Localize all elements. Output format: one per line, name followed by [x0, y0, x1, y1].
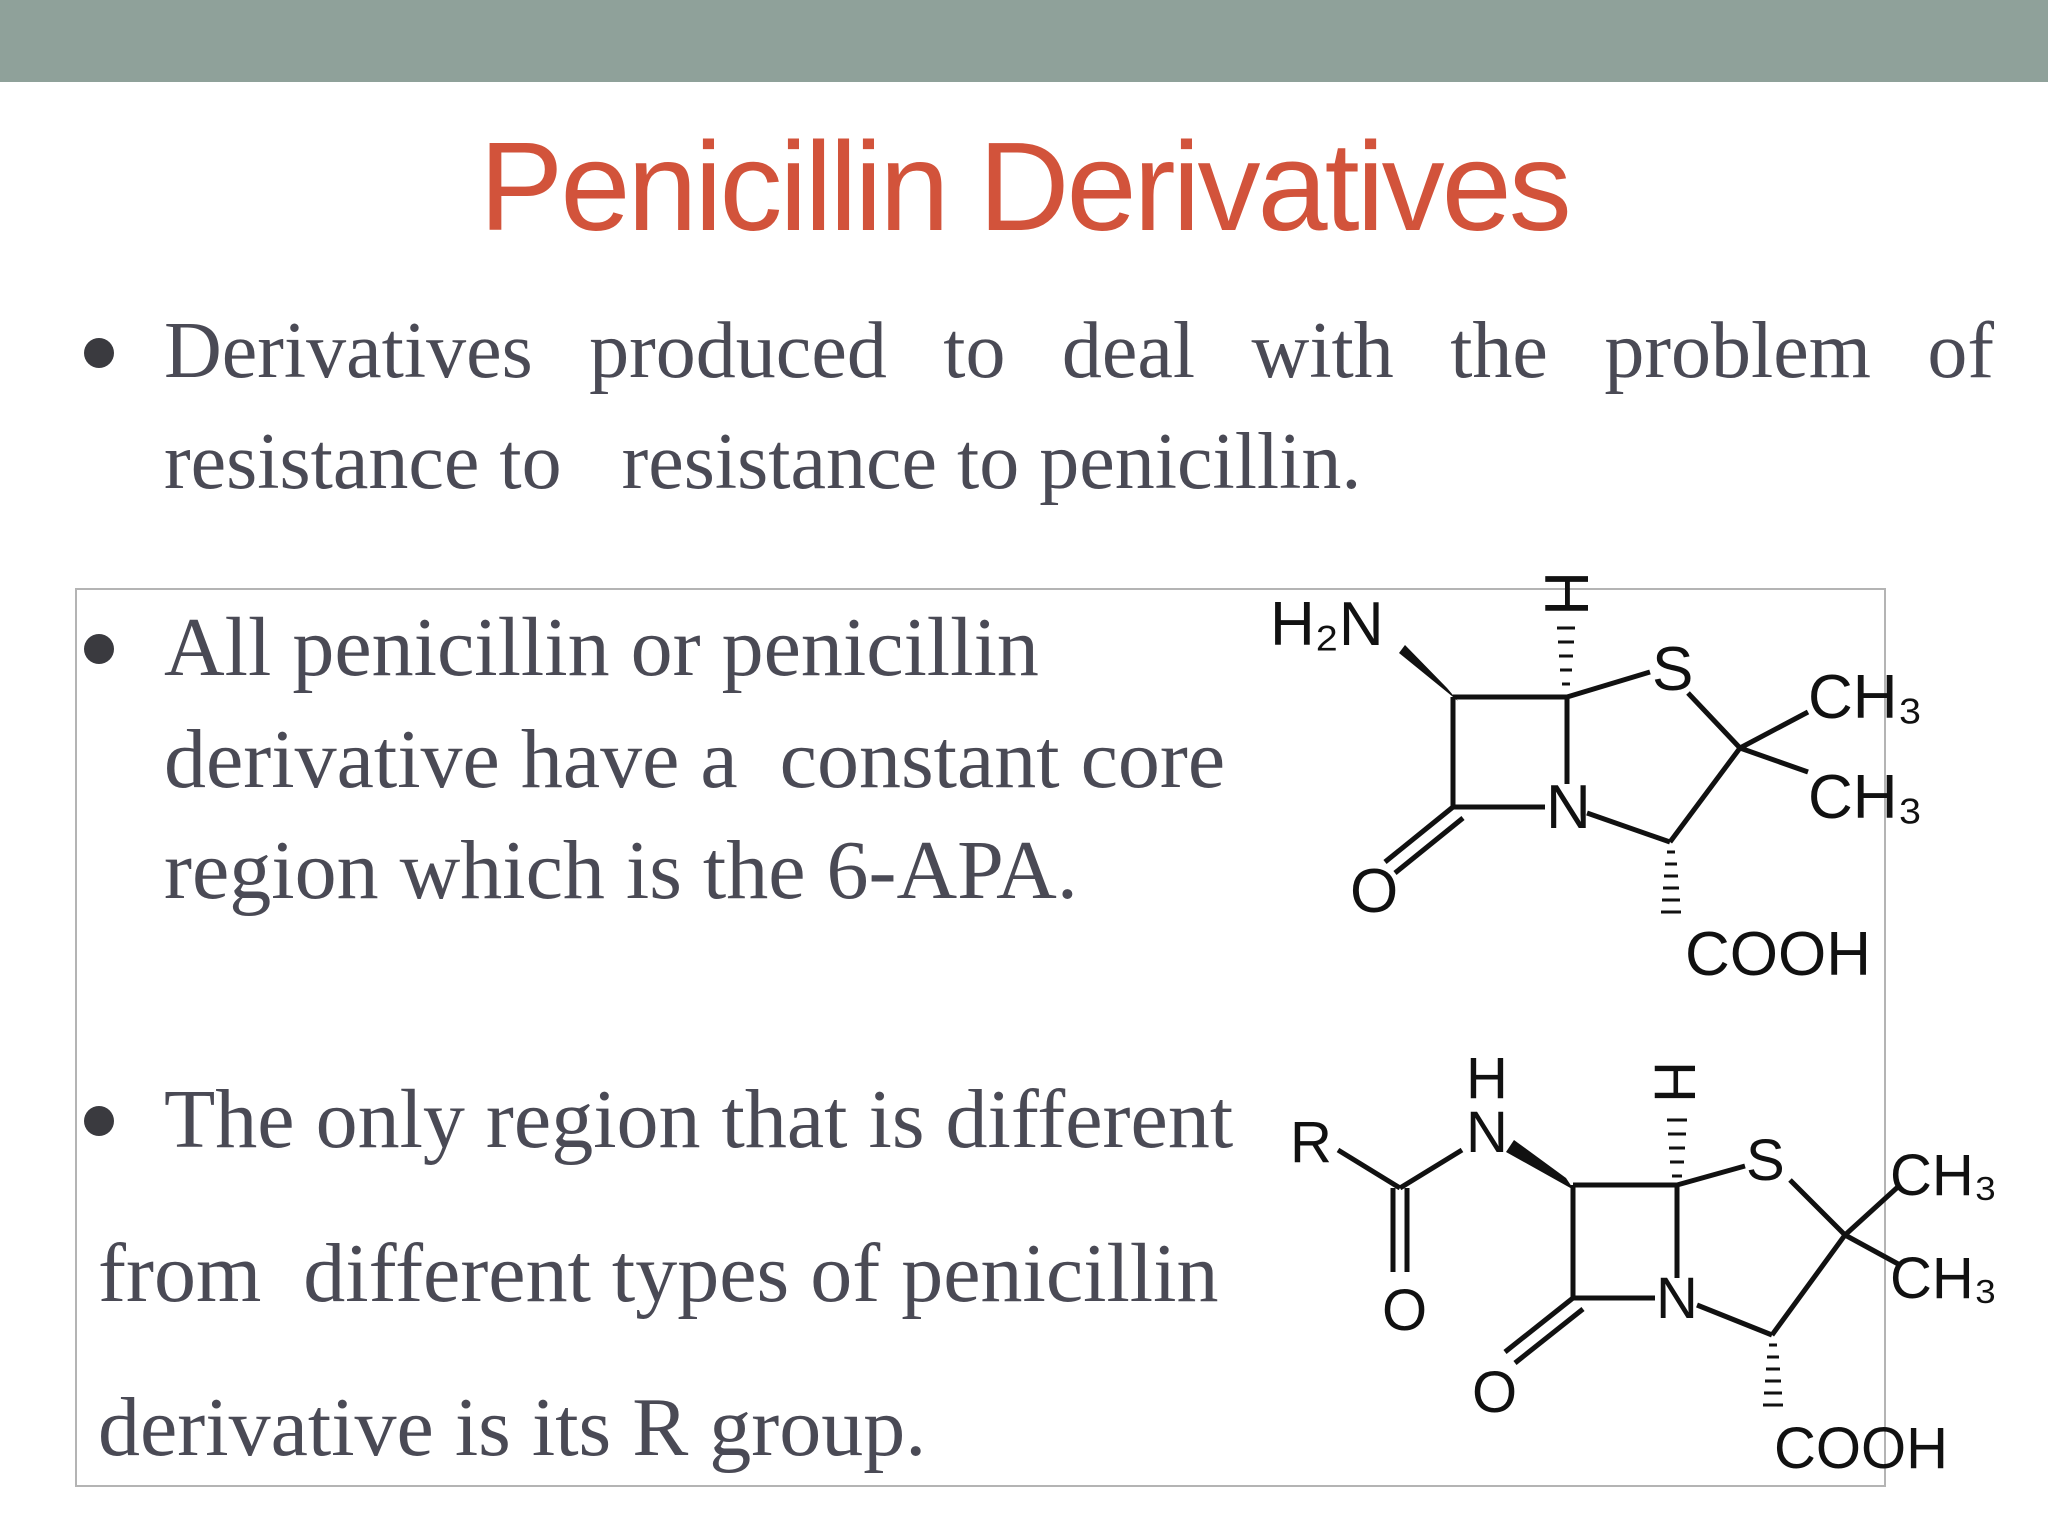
bullet-3-line-3: derivative is its R group. — [98, 1381, 927, 1474]
penicillin-r-structure — [1290, 1040, 2030, 1510]
6-apa-structure — [1250, 550, 1970, 990]
bullet-dot-3 — [84, 1106, 114, 1136]
acid-label: COOH — [1774, 1416, 1948, 1481]
amide-n-label: N — [1466, 1100, 1508, 1165]
bullet-2-line-3: region which is the 6-APA. — [164, 824, 1078, 917]
nitrogen-label: N — [1546, 773, 1591, 842]
bullet-1-line-2: resistance to resistance to penicillin. — [164, 418, 1362, 506]
amine-label: H₂N — [1270, 590, 1384, 659]
r-group-label: R — [1290, 1110, 1332, 1175]
slide-title: Penicillin Derivatives — [479, 116, 1569, 257]
bullet-dot-1 — [84, 338, 114, 368]
oxygen-label: O — [1472, 1360, 1518, 1425]
methyl-2-label: CH₃ — [1808, 763, 1923, 832]
methyl-2-label: CH₃ — [1890, 1246, 1998, 1311]
methyl-1-label: CH₃ — [1890, 1143, 1998, 1208]
wedge-bond — [1506, 1140, 1574, 1190]
sulfur-label: S — [1746, 1128, 1785, 1193]
amide-h-label: H — [1466, 1046, 1508, 1111]
bullet-3-line-2: from different types of penicillin — [98, 1227, 1219, 1320]
bullet-2-line-1: All penicillin or penicillin — [164, 601, 1039, 694]
bullet-dot-2 — [84, 634, 114, 664]
nitrogen-label: N — [1656, 1266, 1698, 1331]
h-top-label: H — [1642, 1061, 1707, 1103]
h-top-label: H — [1531, 571, 1600, 616]
sulfur-label: S — [1652, 635, 1694, 704]
methyl-1-label: CH₃ — [1808, 663, 1923, 732]
wedge-bond — [1399, 645, 1458, 701]
carbonyl-oxygen-label: O — [1382, 1278, 1428, 1343]
bullet-3-line-1: The only region that is different — [164, 1073, 1234, 1166]
bullet-1-line-1: Derivatives produced to deal with the problem of — [164, 307, 1994, 395]
bullet-2-line-2: derivative have a constant core — [164, 713, 1226, 806]
top-accent-bar — [0, 0, 2048, 82]
oxygen-label: O — [1350, 857, 1399, 926]
acid-label: COOH — [1685, 920, 1871, 989]
